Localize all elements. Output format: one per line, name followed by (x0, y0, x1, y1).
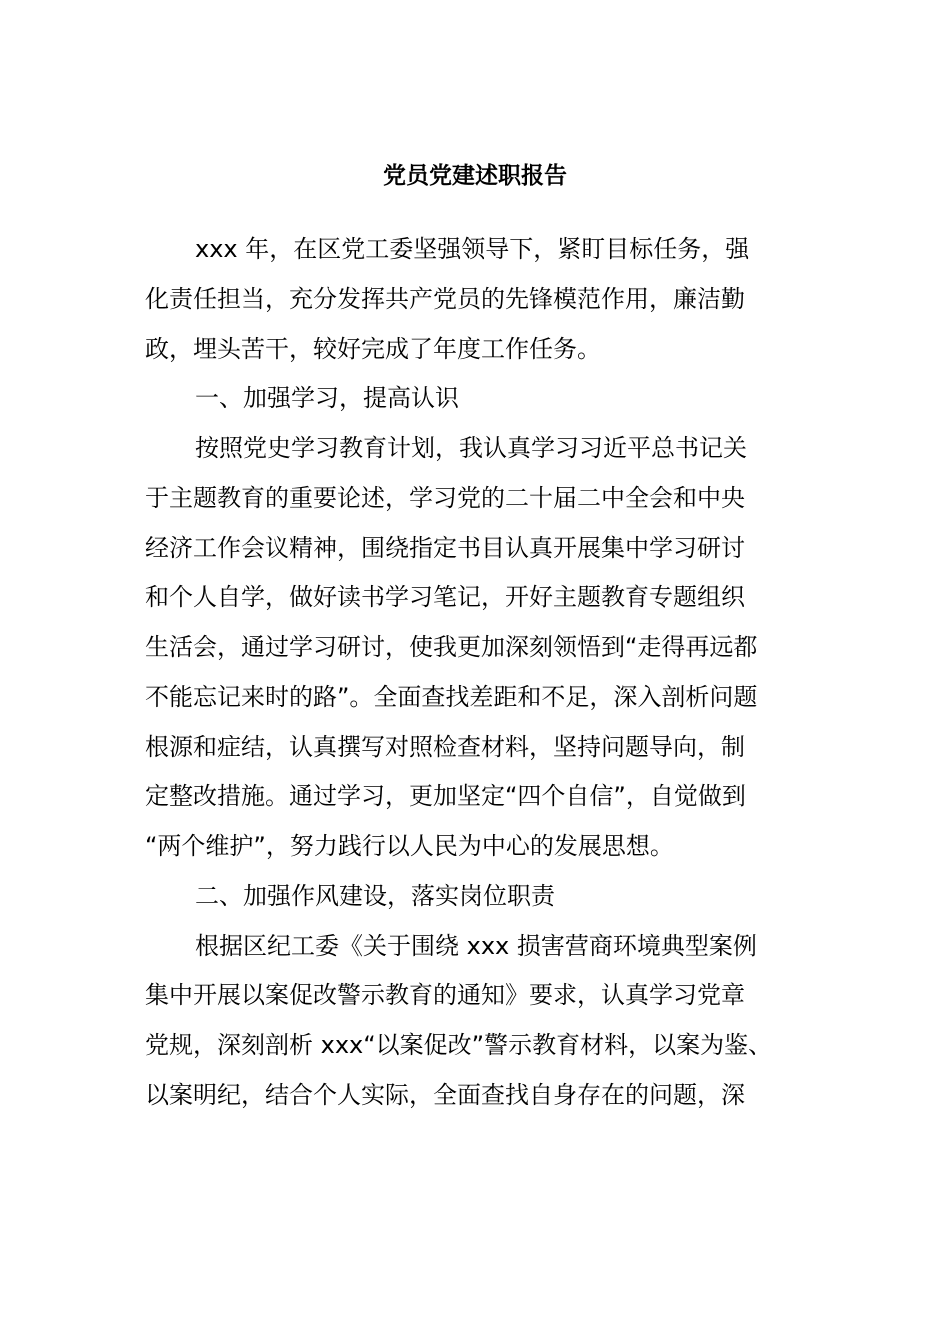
paragraph-line: xxx 年，在区党工委坚强领导下，紧盯目标任务，强 (195, 235, 750, 263)
paragraph-line: 以案明纪，结合个人实际，全面查找自身存在的问题，深 (145, 1080, 745, 1109)
section-heading: 一、加强学习，提高认识 (195, 384, 459, 413)
paragraph-line: 党规，深刻剖析 xxx“以案促改”警示教育材料，以案为鉴、 (145, 1031, 773, 1059)
paragraph-line: 根据区纪工委《关于围绕 xxx 损害营商环境典型案例 (195, 931, 757, 960)
document-title: 党员党建述职报告 (383, 163, 567, 189)
paragraph-line: 按照党史学习教育计划，我认真学习习近平总书记关 (195, 434, 747, 462)
document-body (145, 225, 795, 1121)
paragraph-line: 化责任担当，充分发挥共产党员的先锋模范作用，廉洁勤 (145, 284, 745, 313)
paragraph-line: 于主题教育的重要论述，学习党的二十届二中全会和中央 (145, 483, 745, 512)
paragraph-line: “两个维护”，努力践行以人民为中心的发展思想。 (145, 832, 674, 860)
paragraph-line: 政，埋头苦干，较好完成了年度工作任务。 (145, 334, 601, 363)
paragraph-line: 集中开展以案促改警示教育的通知》要求，认真学习党章 (145, 981, 745, 1010)
paragraph-line: 生活会，通过学习研讨，使我更加深刻领悟到“走得再远都 (145, 633, 758, 661)
paragraph-line: 经济工作会议精神，围绕指定书目认真开展集中学习研讨 (145, 533, 745, 562)
paragraph-line: 不能忘记来时的路”。全面查找差距和不足，深入剖析问题 (145, 682, 758, 711)
paragraph-line: 和个人自学，做好读书学习笔记，开好主题教育专题组织 (145, 583, 745, 612)
paragraph-line: 根源和症结，认真撰写对照检查材料，坚持问题导向，制 (145, 732, 745, 761)
paragraph-line: 定整改措施。通过学习，更加坚定“四个自信”，自觉做到 (145, 782, 746, 811)
section-heading: 二、加强作风建设，落实岗位职责 (195, 881, 555, 910)
